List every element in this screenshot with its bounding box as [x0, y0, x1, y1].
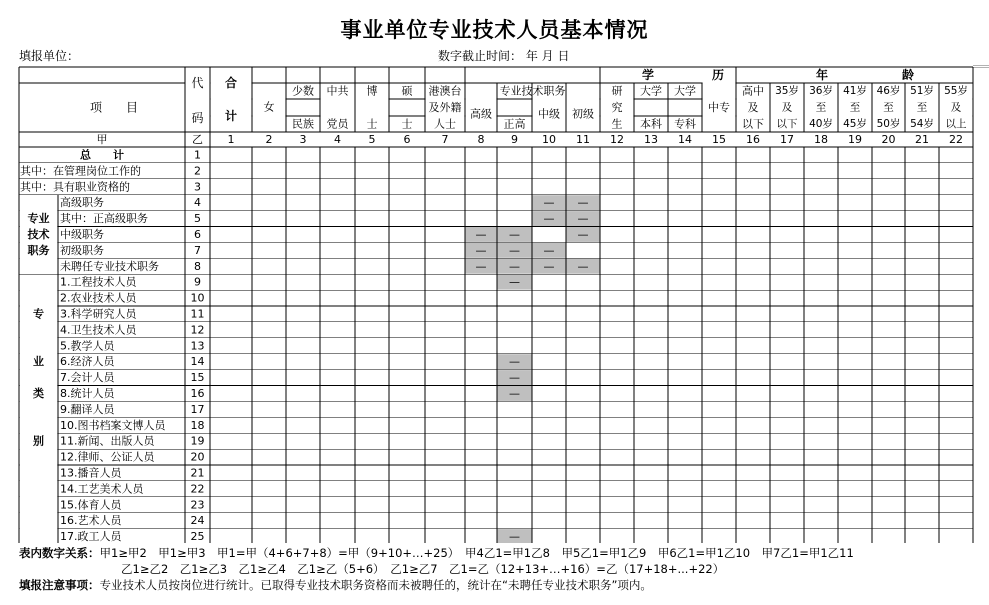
- full-senior-header: 正高: [503, 117, 526, 131]
- row-code: 11: [190, 307, 205, 321]
- age-header-b: 龄: [901, 68, 915, 82]
- row-label: 1.工程技术人员: [60, 275, 137, 289]
- age-a2-bottom: 40岁: [809, 118, 833, 130]
- row-label: 13.播音人员: [60, 466, 122, 480]
- dash-mark: —: [475, 227, 487, 241]
- minority-header-top: 少数: [292, 84, 314, 98]
- dash-mark: —: [577, 196, 589, 210]
- item-header: 项 目: [89, 100, 139, 115]
- row-label: 中级职务: [60, 227, 104, 241]
- column-number: 6: [403, 133, 411, 146]
- row-label: 6.经济人员: [60, 355, 115, 369]
- column-number: 8: [477, 133, 485, 146]
- dash-mark: —: [509, 386, 520, 400]
- row-code: 9: [194, 275, 201, 289]
- dash-mark: —: [509, 227, 520, 241]
- total-header-top: 合: [224, 76, 238, 90]
- dash-mark: —: [475, 259, 487, 273]
- age-a3-bottom: 45岁: [843, 118, 867, 130]
- row-label: 8.统计人员: [60, 386, 115, 400]
- mid-header: 中级: [538, 107, 560, 121]
- row-label: 其中：正高级职务: [60, 212, 148, 226]
- age-a4-mid: 至: [883, 101, 894, 114]
- age-a2-mid: 至: [815, 101, 827, 114]
- row-code: 1: [194, 148, 201, 162]
- row-label: 初级职务: [60, 243, 104, 257]
- row-code: 4: [194, 196, 201, 210]
- dash-mark: —: [543, 259, 555, 273]
- row-code: 22: [190, 482, 205, 496]
- column-number: 12: [610, 133, 624, 146]
- column-number: 18: [814, 133, 828, 146]
- row-code: 12: [190, 323, 205, 337]
- cpc-header-bottom: 党员: [326, 117, 349, 131]
- jia-header: 甲: [96, 133, 108, 146]
- group-cat-b: 业: [33, 355, 44, 369]
- row-code: 19: [190, 434, 205, 448]
- row-label: 高级职务: [60, 196, 104, 210]
- dash-mark: —: [577, 259, 589, 273]
- college-header-bottom: 专科: [674, 117, 696, 131]
- highschool-header-top: 高中: [742, 84, 764, 98]
- senior-header: 高级: [470, 107, 492, 121]
- column-number: 15: [712, 133, 726, 146]
- relations-text-1: 甲1≥甲2 甲1≥甲3 甲1=甲（4+6+7+8）=甲（9+10+…+25） 甲4乙1=甲1乙8 甲5乙1=甲1乙9 甲6乙1=甲1乙10 甲7乙1=甲1乙11: [99, 546, 854, 560]
- row-code: 10: [190, 291, 205, 305]
- grad-header-mid: 究: [611, 101, 623, 114]
- code-header-bottom: 码: [191, 111, 204, 125]
- group-prof-c: 职务: [27, 243, 50, 257]
- dash-mark: —: [509, 259, 520, 273]
- group-cat-d: 别: [33, 434, 44, 448]
- highschool-header-bottom: 以下: [742, 117, 764, 131]
- master-header-bottom: 士: [401, 117, 413, 131]
- row-code: 15: [190, 371, 205, 385]
- row-label: 未聘任专业技术职务: [60, 259, 159, 273]
- row-code: 21: [190, 466, 205, 480]
- column-number: 16: [746, 133, 760, 146]
- row-code: 3: [194, 180, 201, 194]
- female-header: 女: [263, 100, 275, 114]
- junior-header: 初级: [572, 107, 594, 121]
- column-number: 14: [678, 133, 692, 146]
- dash-mark: —: [577, 212, 589, 226]
- row-label: 5.教学人员: [60, 339, 115, 353]
- group-cat-c: 类: [33, 386, 44, 400]
- notes-text: 专业技术人员按岗位进行统计。已取得专业技术职务资格而未被聘任的，统计在“未聘任专业技术职务”项内。: [99, 578, 652, 592]
- cpc-header-top: 中共: [326, 84, 349, 98]
- column-number: 9: [511, 133, 518, 146]
- row-label: 9.翻译人员: [60, 402, 115, 416]
- row-code: 24: [190, 514, 205, 528]
- row-label: 16.艺术人员: [60, 514, 122, 528]
- dash-mark: —: [543, 243, 555, 257]
- relations-line-2: 乙1≥乙2 乙1≥乙3 乙1≥乙4 乙1≥乙（5+6） 乙1≥乙7 乙1=乙（12+13+…+16）=乙（17+18+...+22）: [121, 562, 725, 576]
- dash-mark: —: [577, 227, 589, 241]
- row-code: 6: [194, 227, 201, 241]
- column-number: 17: [780, 133, 794, 146]
- row-code: 25: [190, 530, 205, 543]
- column-number: 5: [368, 133, 376, 146]
- row-label: 15.体育人员: [60, 498, 122, 512]
- row-code: 7: [194, 243, 201, 257]
- dash-mark: —: [509, 530, 520, 543]
- age-a2-top: 36岁: [809, 85, 833, 97]
- edu-header-a: 学: [641, 68, 655, 82]
- age-a4-bottom: 50岁: [876, 118, 901, 130]
- notes-line: [19, 577, 652, 593]
- dash-mark: —: [509, 243, 520, 257]
- bachelor-header-bottom: 本科: [640, 117, 662, 131]
- secondary-header: 中专: [708, 101, 730, 114]
- row-code: 14: [190, 355, 205, 369]
- college-header-top: 大学: [674, 84, 696, 98]
- yi-header: 乙: [192, 133, 203, 146]
- age-a4-top: 46岁: [876, 85, 901, 97]
- column-number: 21: [915, 133, 929, 146]
- age-header-a: 年: [815, 68, 829, 82]
- phd-header-bottom: 士: [366, 117, 378, 131]
- notes-label: 填报注意事项：: [19, 578, 100, 592]
- column-number: 3: [299, 133, 307, 146]
- group-cat-a: 专: [33, 307, 44, 321]
- row-label: 14.工艺美术人员: [60, 482, 144, 496]
- row-code: 16: [190, 386, 205, 400]
- row-label: 3.科学研究人员: [60, 307, 137, 321]
- group-prof-a: 专业: [27, 212, 50, 226]
- master-header-top: 硕: [401, 84, 413, 98]
- prof-group-header: 专业技术职务: [499, 84, 566, 98]
- row-code: 23: [190, 498, 205, 512]
- hk-header-top: 港澳台: [428, 84, 462, 98]
- code-header-top: 代: [191, 76, 204, 90]
- relations-label: 表内数字关系：: [19, 546, 100, 560]
- row-code: 13: [190, 339, 205, 353]
- dash-mark: —: [543, 196, 555, 210]
- row-label: 其中：具有职业资格的: [20, 180, 130, 194]
- row-label: 11.新闻、出版人员: [60, 434, 155, 448]
- row-code: 8: [194, 259, 201, 273]
- bachelor-header-top: 大学: [640, 84, 662, 98]
- statistics-table: [0, 65, 989, 543]
- grad-header-bottom: 生: [611, 117, 623, 131]
- age-a1-mid: 及: [781, 101, 793, 114]
- row-label: 7.会计人员: [60, 371, 115, 385]
- page-title: 事业单位专业技术人员基本情况: [340, 18, 649, 42]
- deadline-label: 数字截止时间： 年 月 日: [438, 49, 570, 63]
- minority-header-bottom: 民族: [292, 117, 314, 131]
- row-code: 17: [190, 402, 205, 416]
- column-number: 20: [881, 133, 896, 146]
- age-a5-top: 51岁: [910, 85, 934, 97]
- column-number: 22: [949, 133, 963, 146]
- column-number: 1: [227, 133, 235, 146]
- age-a3-mid: 至: [849, 101, 861, 114]
- row-label: 其中：在管理岗位工作的: [20, 164, 141, 178]
- dash-mark: —: [475, 243, 487, 257]
- grad-header-top: 研: [611, 84, 623, 98]
- highschool-header-mid: 及: [747, 101, 759, 114]
- column-number: 7: [441, 133, 449, 146]
- hk-header-bottom: 人士: [434, 117, 456, 131]
- age-a1-top: 35岁: [775, 85, 799, 97]
- column-number: 10: [542, 133, 556, 146]
- group-prof-b: 技术: [27, 227, 50, 241]
- row-label: 17.政工人员: [60, 530, 122, 543]
- age-a5-mid: 至: [916, 101, 928, 114]
- column-number: 19: [848, 133, 862, 146]
- row-code: 18: [190, 418, 205, 432]
- age-a6-mid: 及: [950, 101, 962, 114]
- age-a1-bottom: 以下: [776, 118, 798, 130]
- dash-mark: —: [509, 371, 520, 385]
- row-label: 10.图书档案文博人员: [60, 418, 166, 432]
- dash-mark: —: [509, 355, 520, 369]
- total-header-bottom: 计: [224, 109, 238, 123]
- age-a6-bottom: 以上: [945, 118, 967, 130]
- age-a3-top: 41岁: [843, 85, 867, 97]
- row-code: 20: [190, 450, 205, 464]
- dash-mark: —: [543, 212, 555, 226]
- row-label: 12.律师、公证人员: [60, 450, 155, 464]
- row-label-total: 总 计: [80, 148, 124, 162]
- row-code: 5: [194, 212, 201, 226]
- row-label: 2.农业技术人员: [60, 291, 137, 305]
- column-number: 11: [576, 133, 590, 146]
- column-number: 13: [644, 133, 658, 146]
- column-number: 4: [334, 133, 341, 146]
- phd-header-top: 博: [366, 84, 378, 98]
- age-a5-bottom: 54岁: [910, 118, 934, 130]
- age-a6-top: 55岁: [944, 85, 968, 97]
- relations-line-1: [19, 545, 854, 561]
- row-label: 4.卫生技术人员: [60, 323, 137, 337]
- reporting-unit-label: 填报单位：: [19, 49, 80, 63]
- row-code: 2: [194, 164, 201, 178]
- column-number: 2: [265, 133, 273, 146]
- hk-header-mid: 及外籍: [428, 101, 462, 114]
- edu-header-b: 历: [711, 68, 725, 82]
- dash-mark: —: [509, 275, 520, 289]
